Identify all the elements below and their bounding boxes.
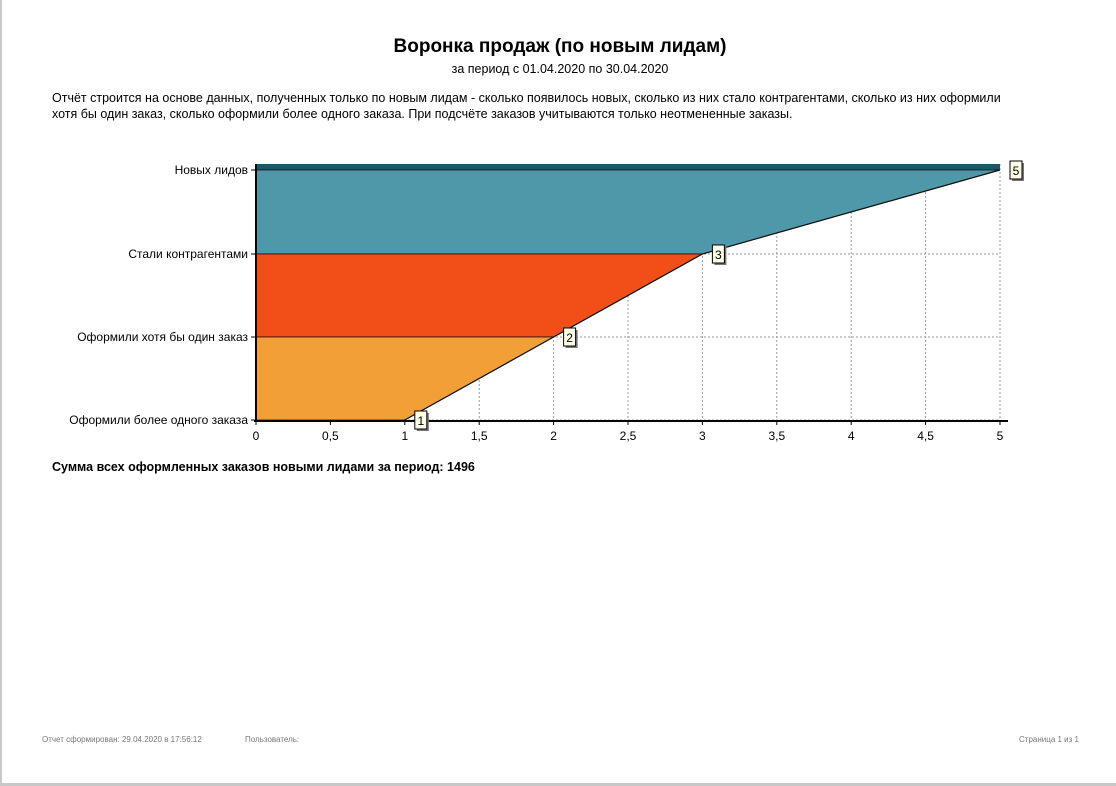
category-label: Стали контрагентами xyxy=(128,247,248,261)
data-label: 5 xyxy=(1012,164,1020,178)
x-tick-label: 1,5 xyxy=(470,429,488,443)
data-label: 3 xyxy=(715,248,722,262)
x-tick-label: 0,5 xyxy=(322,429,339,443)
report-period: за период с 01.04.2020 по 30.04.2020 xyxy=(451,62,669,76)
x-tick-label: 1 xyxy=(401,429,409,443)
footer-page-number: Страница 1 из 1 xyxy=(1019,735,1079,744)
report-description: Отчёт строится на основе данных, полученных только по новым лидам - сколько появилось новых, сколько из них стало контрагентами, сколько из них оформили хотя бы один заказ, сколько оформили более одного заказа. При подсчёте заказов учитываются только неотмененные заказы. xyxy=(52,91,1001,121)
funnel-band-оформили-хотя-бы-один-заказ xyxy=(256,254,702,337)
funnel-top-band xyxy=(256,164,1000,170)
x-tick-label: 3,5 xyxy=(768,429,786,443)
x-tick-label: 4,5 xyxy=(917,429,934,443)
x-tick-label: 2 xyxy=(550,429,557,443)
footer-generated: Отчет сформирован: 29.04.2020 в 17:56:12 xyxy=(42,735,202,744)
funnel-band-стали-контрагентами xyxy=(256,170,1000,254)
data-label: 2 xyxy=(566,331,573,345)
total-orders-line: Сумма всех оформленных заказов новыми лидами за период: 1496 xyxy=(52,460,475,474)
report-title: Воронка продаж (по новым лидам) xyxy=(393,36,727,57)
x-tick-label: 5 xyxy=(996,429,1004,443)
x-tick-label: 0 xyxy=(252,429,260,443)
x-tick-label: 3 xyxy=(699,429,706,443)
category-label: Новых лидов xyxy=(174,163,248,177)
data-label: 1 xyxy=(417,414,425,428)
x-tick-label: 2,5 xyxy=(619,429,637,443)
category-label: Оформили хотя бы один заказ xyxy=(77,330,248,344)
funnel-band-оформили-более-одного-заказа xyxy=(256,337,554,420)
x-tick-label: 4 xyxy=(847,429,855,443)
footer-user: Пользователь: xyxy=(245,735,300,744)
category-label: Оформили более одного заказа xyxy=(69,413,248,427)
